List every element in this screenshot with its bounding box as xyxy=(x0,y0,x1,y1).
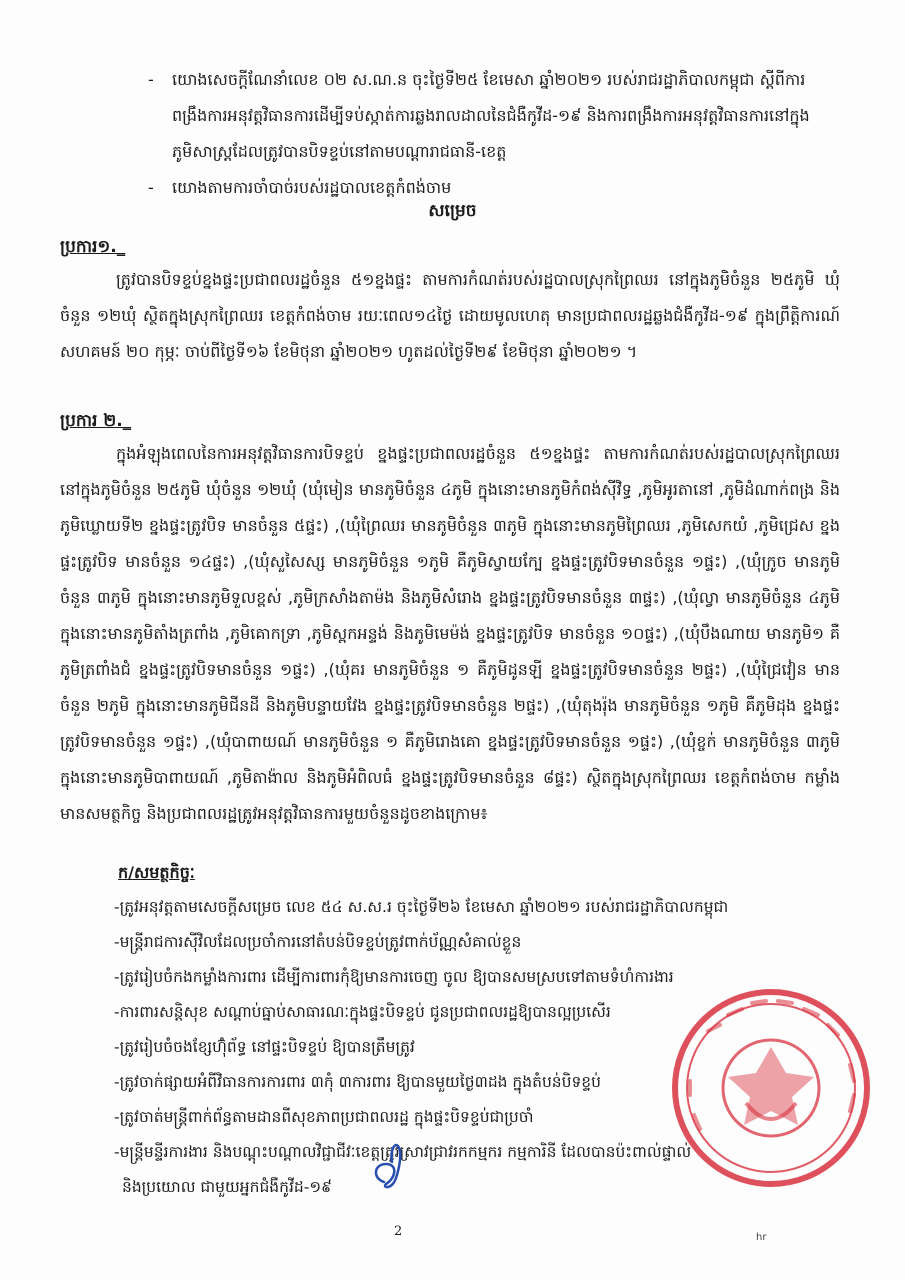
official-seal-stamp xyxy=(668,985,874,1191)
reference-list xyxy=(148,62,838,206)
handwritten-mark xyxy=(362,1138,422,1192)
reference-item xyxy=(148,62,838,170)
article-1-heading: ប្រការ១._ xyxy=(60,237,126,257)
task-item: -ការពារសន្តិសុខ សណ្ដាប់ធ្នាប់សាធារណៈក្នុងផ្ទះបិទខ្ទប់ ជូនប្រជាពលរដ្ឋឱ្យបានល្អប្រសើរ xyxy=(114,1003,611,1021)
article-2-text: ក្នុងអំឡុងពេលនៃការអនុវត្តវិធានការបិទខ្ទប់ ខ្នងផ្ទះប្រជាពលរដ្ឋចំនួន ៥១ខ្នងផ្ទះ តាមការកំណត់របស់រដ្ឋបាលស្រុកព្រៃឈរ នៅក្នុងភូមិចំនួន ២៥ភូមិ ឃុំចំនួន ១២ឃុំ (ឃុំមៀន មានភូមិចំនួន ៤ភូមិ ក្នុងនោះមានភូមិកំពង់ស៊ីវិទ្ធ ,ភូមិអូរតានៅ ,ភូមិដំណាក់ពង្រ និងភូមិឃ្លោយទី២ ខ្នងផ្ទះត្រូវបិទ មានចំនួន ៥ផ្ទះ) ,(ឃុំព្រៃឈរ មានភូមិចំនួន ៣ភូមិ ក្នុងនោះមានភូមិព្រៃឈរ ,ភូមិសេកយំ ,ភូមិជ្រេស ខ្នងផ្ទះត្រូវបិទ មានចំនួន ១៤ផ្ទះ) ,(ឃុំសួសៃស្ស មានភូមិចំនួន ១ភូមិ គឺភូមិស្វាយក្បែ ខ្នងផ្ទះត្រូវបិទមានចំនួន ១ផ្ទះ) ,(ឃុំក្រូច មានភូមិចំនួន ៣ភូមិ ក្នុងនោះមានភូមិទួលខ្ពស់ ,ភូមិក្រសាំងតាម៉ង និងភូមិសំរោង ខ្នងផ្ទះត្រូវបិទមានចំនួន ៣ផ្ទះ) ,(ឃុំល្វា មានភូមិចំនួន ៤ភូមិ ក្នុងនោះមានភូមិតាំងត្រពាំង ,ភូមិគោកទ្រា ,ភូមិស្ពកអន្ទង់ និងភូមិមេម៉ង់ ខ្នងផ្ទះត្រូវបិទ មានចំនួន ១០ផ្ទះ) ,(ឃុំបឹងណាយ មានភូមិ១ គឺភូមិត្រពាំងជំ ខ្នងផ្ទះត្រូវបិទមានចំនួន ១ផ្ទះ) ,(ឃុំគរ មានភូមិចំនួន ១ គឺភូមិដូនឡី ខ្នងផ្ទះត្រូវបិទមានចំនួន ២ផ្ទះ) ,(ឃុំជ្រៃវៀន មានចំនួន ២ភូមិ ក្នុងនោះមានភូមិជីនដី និងភូមិបន្ទាយវែង ខ្នងផ្ទះត្រូវបិទមានចំនួន ២ផ្ទះ) ,(ឃុំតុងរ៉ុង មានភូមិចំនួន ១ភូមិ គឺភូមិដុង ខ្នងផ្ទះត្រូវបិទមានចំនួន ១ផ្ទះ) ,(ឃុំបាពាយណ៍ មានភូមិចំនួន ១ គឺភូមិរោងគោ ខ្នងផ្ទះត្រូវបិទមានចំនួន ១ផ្ទះ) ,(ឃុំខ្ចក់ មានភូមិចំនួន ៣ភូមិ ក្នុងនោះមានភូមិបាពាយណ៍ ,ភូមិតាង៉ាល និងភូមិអំពិលធំ ខ្នងផ្ទះត្រូវបិទមានចំនួន ៨ផ្ទះ) ស្ថិតក្នុងស្រុកព្រៃឈរ ខេត្តកំពង់ចាម កម្លាំងមានសមត្ថកិច្ច និងប្រជាពលរដ្ឋត្រូវអនុវត្តវិធានការមួយចំនួនដូចខាងក្រោម៖ xyxy=(60,444,846,823)
reference-text: យោងសេចក្ដីណែនាំលេខ ០២ ស.ណ.ន ចុះថ្ងៃទី២៥ ខែមេសា ឆ្នាំ២០២១ របស់រាជរដ្ឋាភិបាលកម្ពុជា ស្ដីពីការពង្រឹងការអនុវត្តវិធានការដើម្បីទប់ស្កាត់ការឆ្លងរាលដាលនៃជំងឺកូវីដ-១៩ និងការពង្រឹងការអនុវត្តវិធានការនៅក្នុងភូមិសាស្ត្រដែលត្រូវបានបិទខ្ទប់នៅតាមបណ្ដារាជធានី-ខេត្ត xyxy=(172,70,810,161)
decision-title: សម្រេច xyxy=(428,201,477,221)
task-item: -ត្រូវចាក់ផ្សាយអំពីវិធានការការពារ ៣កុំ ៣ការពារ ឱ្យបានមួយថ្ងៃ៣ដង ក្នុងតំបន់បិទខ្ទប់ xyxy=(114,1073,601,1091)
task-item: និងប្រយោល ជាមួយអ្នកជំងឺកូវីដ-១៩ xyxy=(122,1178,333,1196)
page-number: 2 xyxy=(394,1224,403,1239)
task-item: -ត្រូវអនុវត្តតាមសេចក្ដីសម្រេច លេខ ៥៤ ស.ស.រ ចុះថ្ងៃទី២៦ ខែមេសា ឆ្នាំ២០២១ របស់រាជរដ្ឋាភិបាលកម្ពុជា xyxy=(114,898,729,916)
task-item: -ត្រូវចាត់មន្ត្រីពាក់ព័ន្ធតាមដានពីសុខភាពប្រជាពលរដ្ឋ ក្នុងផ្ទះបិទខ្ទប់ជាប្រចាំ xyxy=(114,1108,534,1126)
bullet-dash: - xyxy=(148,178,154,197)
article-2-heading: ប្រការ ២._ xyxy=(60,411,132,431)
bullet-dash: - xyxy=(148,70,154,89)
task-item: -មន្ត្រីរាជការស៊ីវិលដែលប្រចាំការនៅតំបន់បិទខ្ទប់ត្រូវពាក់ប័ណ្ណសំគាល់ខ្លួន xyxy=(114,933,522,951)
article-1-text: ត្រូវបានបិទខ្ទប់ខ្នងផ្ទះប្រជាពលរដ្ឋចំនួន ៥១ខ្នងផ្ទះ តាមការកំណត់របស់រដ្ឋបាលស្រុកព្រៃឈរ នៅក្នុងភូមិចំនួន ២៥ភូមិ ឃុំចំនួន ១២ឃុំ ស្ថិតក្នុងស្រុកព្រៃឈរ ខេត្តកំពង់ចាម រយៈពេល១៤ថ្ងៃ ដោយមូលហេតុ មានប្រជាពលរដ្ឋឆ្លងជំងឺកូវីដ-១៩ ក្នុងព្រឹត្តិការណ៍សហគមន៍ ២០ កុម្ភៈ ចាប់ពីថ្ងៃទី១៦ ខែមិថុនា ឆ្នាំ២០២១ ហូតដល់ថ្ងៃទី២៩ ខែមិថុនា ឆ្នាំ២០២១ ។ xyxy=(60,270,840,361)
task-item: -មន្ត្រីមន្ទីរការងារ និងបណ្ដុះបណ្ដាលវិជ្ជាជីវៈខេត្តត្រូវស្រាវជ្រាវរកកម្មករ កម្មការិនី ដែលបានប៉ះពាល់ផ្ទាល់ xyxy=(114,1143,692,1161)
task-item: -ត្រូវរៀបចំចងខ្សែហ៊ុំព័ទ្ធ នៅផ្ទះបិទខ្ទប់ ឱ្យបានត្រឹមត្រូវ xyxy=(114,1038,415,1056)
reference-text: យោងតាមការចាំបាច់របស់រដ្ឋបាលខេត្តកំពង់ចាម xyxy=(172,178,452,197)
task-item: -ត្រូវរៀបចំកងកម្លាំងការពារ ដើម្បីការពារកុំឱ្យមានការចេញ ចូល ឱ្យបានសមស្របទៅតាមទំហំការងារ xyxy=(114,968,674,986)
authority-heading: ក/សមត្ថកិច្ចៈ xyxy=(118,863,195,882)
footer-initials: hr xyxy=(756,1232,767,1243)
